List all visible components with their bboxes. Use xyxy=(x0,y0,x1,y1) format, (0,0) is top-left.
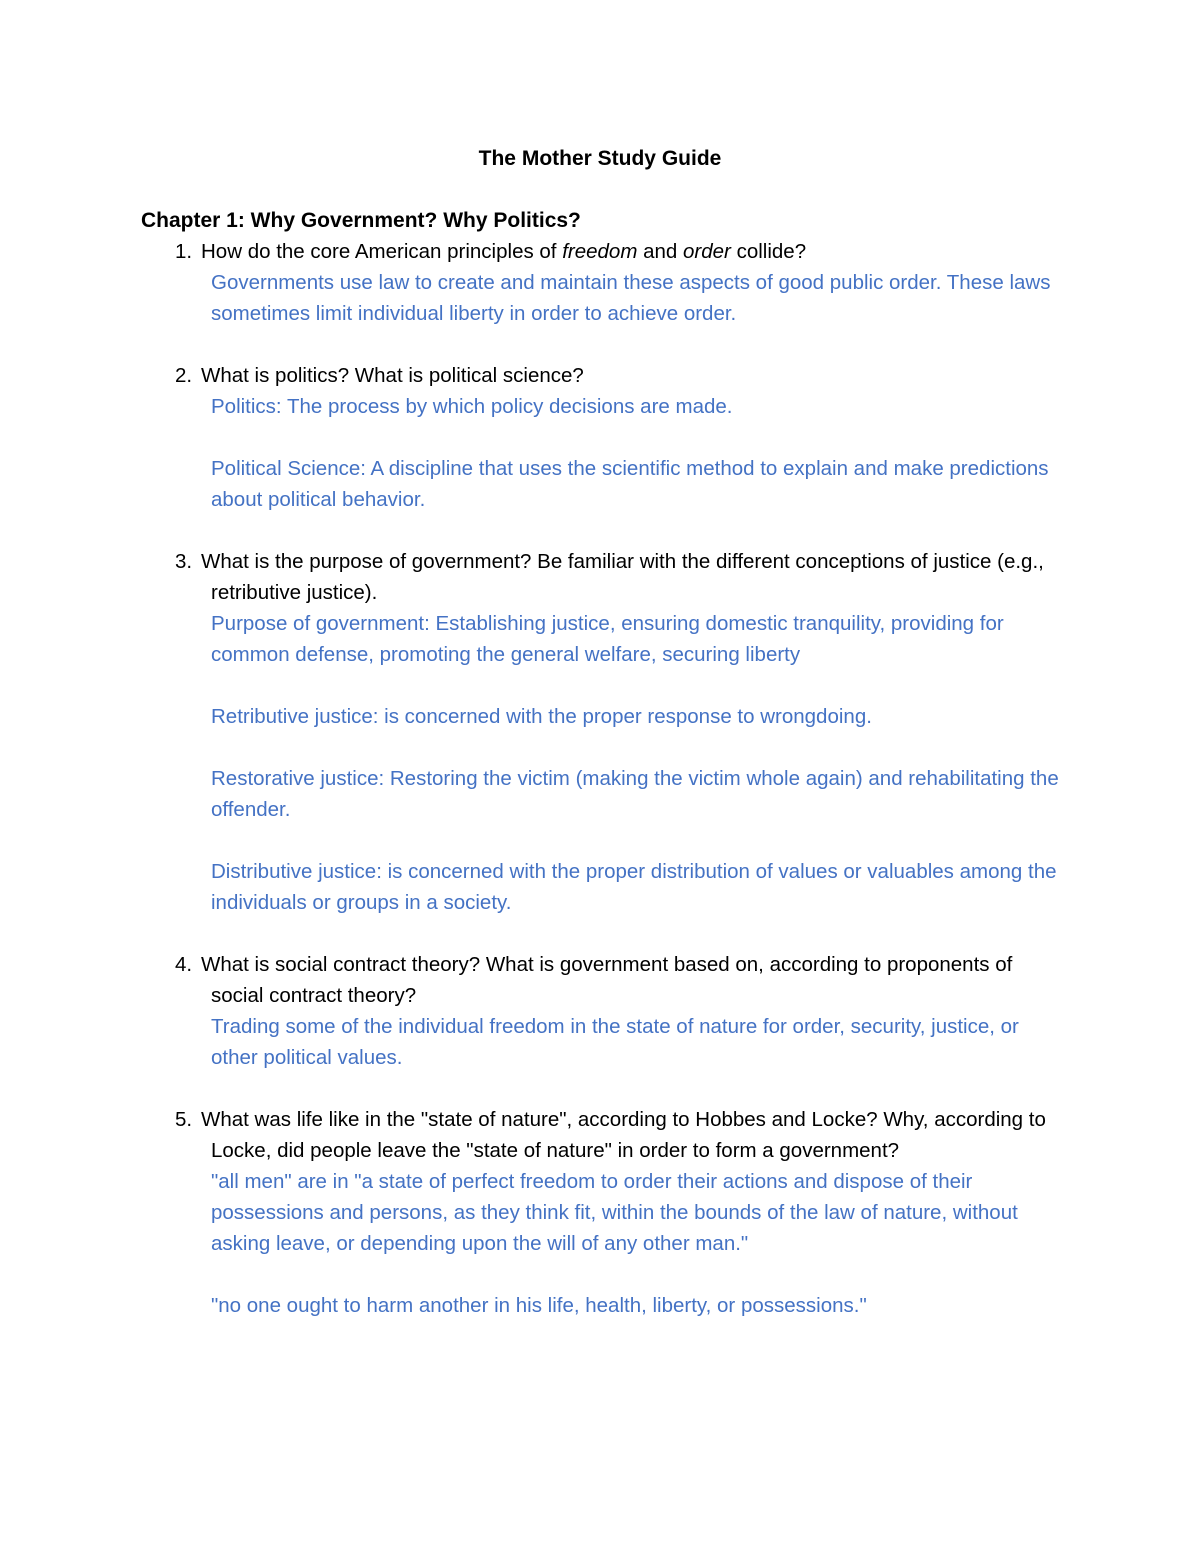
question-number: 1. xyxy=(175,240,193,263)
answer-text: Politics: The process by which policy decisions are made. xyxy=(211,395,733,418)
question-number: 5. xyxy=(175,1108,193,1131)
question-text-body: What is social contract theory? What is government based on, according to proponents of social contract theory? xyxy=(201,953,1013,1007)
question-text xyxy=(0,1104,1200,1166)
question-text xyxy=(0,236,1200,267)
answer-text: Political Science: A discipline that uses the scientific method to explain and make predictions about political behavior. xyxy=(211,457,1049,511)
question-item-5 xyxy=(0,1104,1200,1321)
question-text-body: What is the purpose of government? Be familiar with the different conceptions of justice (e.g., retributive justice). xyxy=(201,550,1044,604)
question-emphasis-freedom: freedom xyxy=(562,240,638,263)
answer-text: Governments use law to create and maintain these aspects of good public order. These laws sometimes limit individual liberty in order to achieve order. xyxy=(211,271,1051,325)
question-text-body: What is politics? What is political science? xyxy=(201,364,584,387)
question-text-part: How do the core American principles of xyxy=(201,240,563,263)
question-text-part: and xyxy=(637,240,684,263)
answer-text: Trading some of the individual freedom in the state of nature for order, security, justice, or other political values. xyxy=(211,1015,1019,1069)
question-item-4 xyxy=(0,949,1200,1073)
question-number: 2. xyxy=(175,364,193,387)
question-item-3 xyxy=(0,546,1200,918)
document-title: The Mother Study Guide xyxy=(478,147,722,170)
question-text xyxy=(0,360,1200,391)
answer-text: Distributive justice: is concerned with the proper distribution of values or valuables among the individuals or groups in a society. xyxy=(211,860,1057,914)
question-text xyxy=(0,546,1200,608)
question-item-1 xyxy=(0,236,1200,329)
question-item-2 xyxy=(0,360,1200,515)
chapter-heading: Chapter 1: Why Government? Why Politics? xyxy=(141,209,581,232)
answer-text: "no one ought to harm another in his life, health, liberty, or possessions." xyxy=(211,1294,867,1317)
question-list xyxy=(0,236,1200,1352)
question-text xyxy=(0,949,1200,1011)
answer-text: "all men" are in "a state of perfect freedom to order their actions and dispose of their possessions and persons, as they think fit, within the bounds of the law of nature, without asking leave, or depending upon the will of any other man." xyxy=(211,1170,1018,1255)
question-number: 3. xyxy=(175,550,193,573)
question-text-part: collide? xyxy=(730,240,807,263)
question-emphasis-order: order xyxy=(683,240,731,263)
answer-text: Restorative justice: Restoring the victim (making the victim whole again) and rehabilitating the offender. xyxy=(211,767,1059,821)
question-number: 4. xyxy=(175,953,193,976)
answer-text: Retributive justice: is concerned with the proper response to wrongdoing. xyxy=(211,705,872,728)
answer-text: Purpose of government: Establishing justice, ensuring domestic tranquility, providing for common defense, promoting the general welfare, securing liberty xyxy=(211,612,1004,666)
question-text-body: What was life like in the "state of nature", according to Hobbes and Locke? Why, according to Locke, did people leave the "state of nature" in order to form a government? xyxy=(201,1108,1046,1162)
